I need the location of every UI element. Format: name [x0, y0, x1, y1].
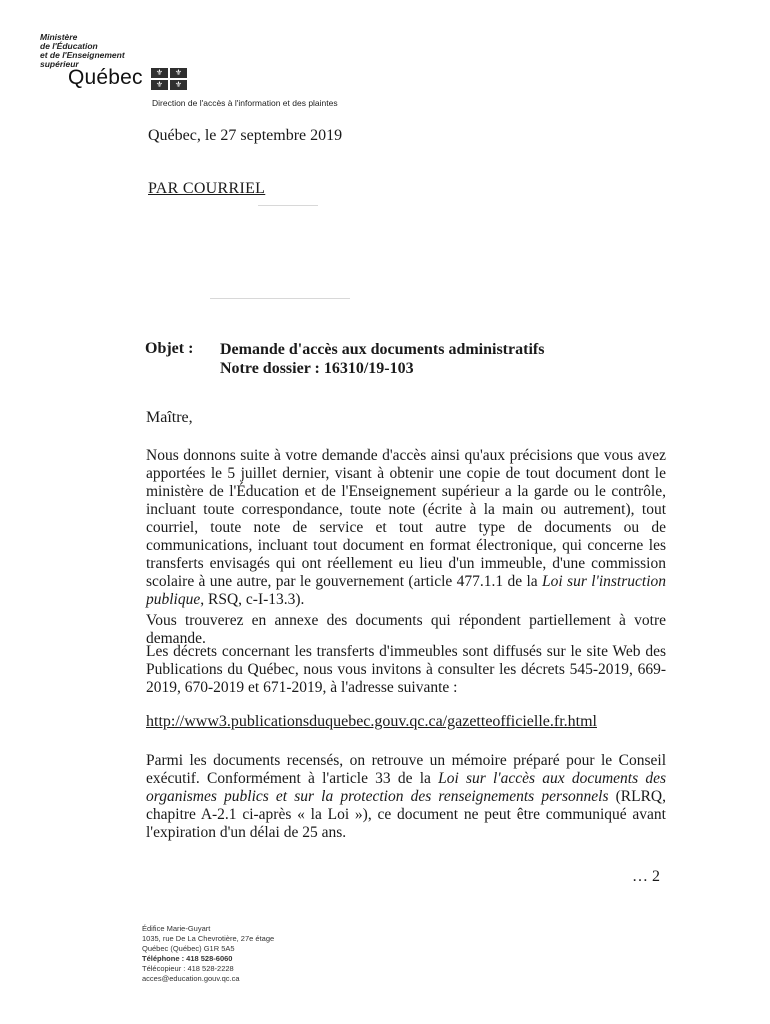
letter-date: Québec, le 27 septembre 2019: [148, 127, 343, 144]
footer-email[interactable]: acces@education.gouv.qc.ca: [142, 974, 240, 983]
page-continued: … 2: [632, 868, 660, 885]
quebec-flag-icon: ⚜ ⚜ ⚜ ⚜: [151, 68, 187, 90]
delivery-method: PAR COURRIEL: [148, 180, 266, 197]
footer-phone: Téléphone : 418 528-6060: [142, 954, 233, 963]
footer-address: [142, 924, 274, 984]
ministry-name: [40, 33, 160, 69]
paragraph-request: [146, 447, 666, 609]
ministry-line: supérieur: [40, 59, 79, 69]
paragraph-decrees: Les décrets concernant les transferts d'immeubles sont diffusés sur le site Web des Publications du Québec, nous vous invitons à consulter les décrets 545-2019, 669-2019, 670-2019 et 671-2019, à l'adresse suivante :: [146, 643, 666, 696]
scan-artifact-line: [258, 205, 318, 206]
paragraph-annex: Vous trouverez en annexe des documents qui répondent partiellement à votre demande.: [146, 612, 666, 647]
paragraph-memoire: [146, 752, 666, 842]
paragraph-text: Parmi les documents recensés, on retrouve un mémoire préparé pour le Conseil exécutif. Conformément à l'article 33 de la: [146, 752, 666, 787]
ministry-line: Ministère: [40, 32, 78, 42]
footer-fax: Télécopieur : 418 528-2228: [142, 964, 234, 973]
quebec-logo-text: Québec: [68, 66, 143, 89]
salutation: Maître,: [146, 409, 193, 426]
footer-building: Édifice Marie-Guyart: [142, 924, 211, 933]
publications-link[interactable]: http://www3.publicationsduquebec.gouv.qc.ca/gazetteofficielle.fr.html: [146, 713, 597, 730]
ministry-line: et de l'Enseignement: [40, 50, 125, 60]
law-title: Loi sur l'accès aux documents des organismes publics et sur la protection des renseignements personnels: [146, 770, 666, 805]
subject-label: Objet :: [145, 340, 194, 357]
footer-street: 1035, rue De La Chevrotière, 27e étage: [142, 934, 275, 943]
direction-name: Direction de l'accès à l'information et des plaintes: [152, 98, 338, 108]
footer-city: Québec (Québec) G1R 5A5: [142, 944, 235, 953]
subject-file-number: Notre dossier : 16310/19-103: [220, 360, 414, 377]
subject-title: Demande d'accès aux documents administratifs: [220, 341, 545, 358]
paragraph-text: , RSQ, c-I-13.3).: [200, 591, 305, 608]
paragraph-text: Nous donnons suite à votre demande d'accès ainsi qu'aux précisions que vous avez apportées le 5 juillet dernier, visant à obtenir une copie de tout document dont le ministère de l'Éducation et de l'Enseignement supérieur a la garde ou le contrôle, incluant toute correspondance, toute note (écrite à la main ou autrement), tout courriel, toute note de service et tout autre type de documents ou de communications, incluant tout document en format électronique, qui concerne les transferts envisagés qui ont réellement eu lieu d'un immeuble, d'une commission scolaire à une autre, par le gouvernement (article 477.1.1 de la: [146, 447, 666, 590]
ministry-line: de l'Éducation: [40, 41, 98, 51]
paragraph-text: (RLRQ, chapitre A-2.1 ci-après « la Loi »), ce document ne peut être communiqué avant l'expiration d'un délai de 25 ans.: [146, 788, 666, 841]
scan-artifact-line: [210, 298, 350, 299]
law-title: Loi sur l'instruction publique: [146, 573, 666, 608]
